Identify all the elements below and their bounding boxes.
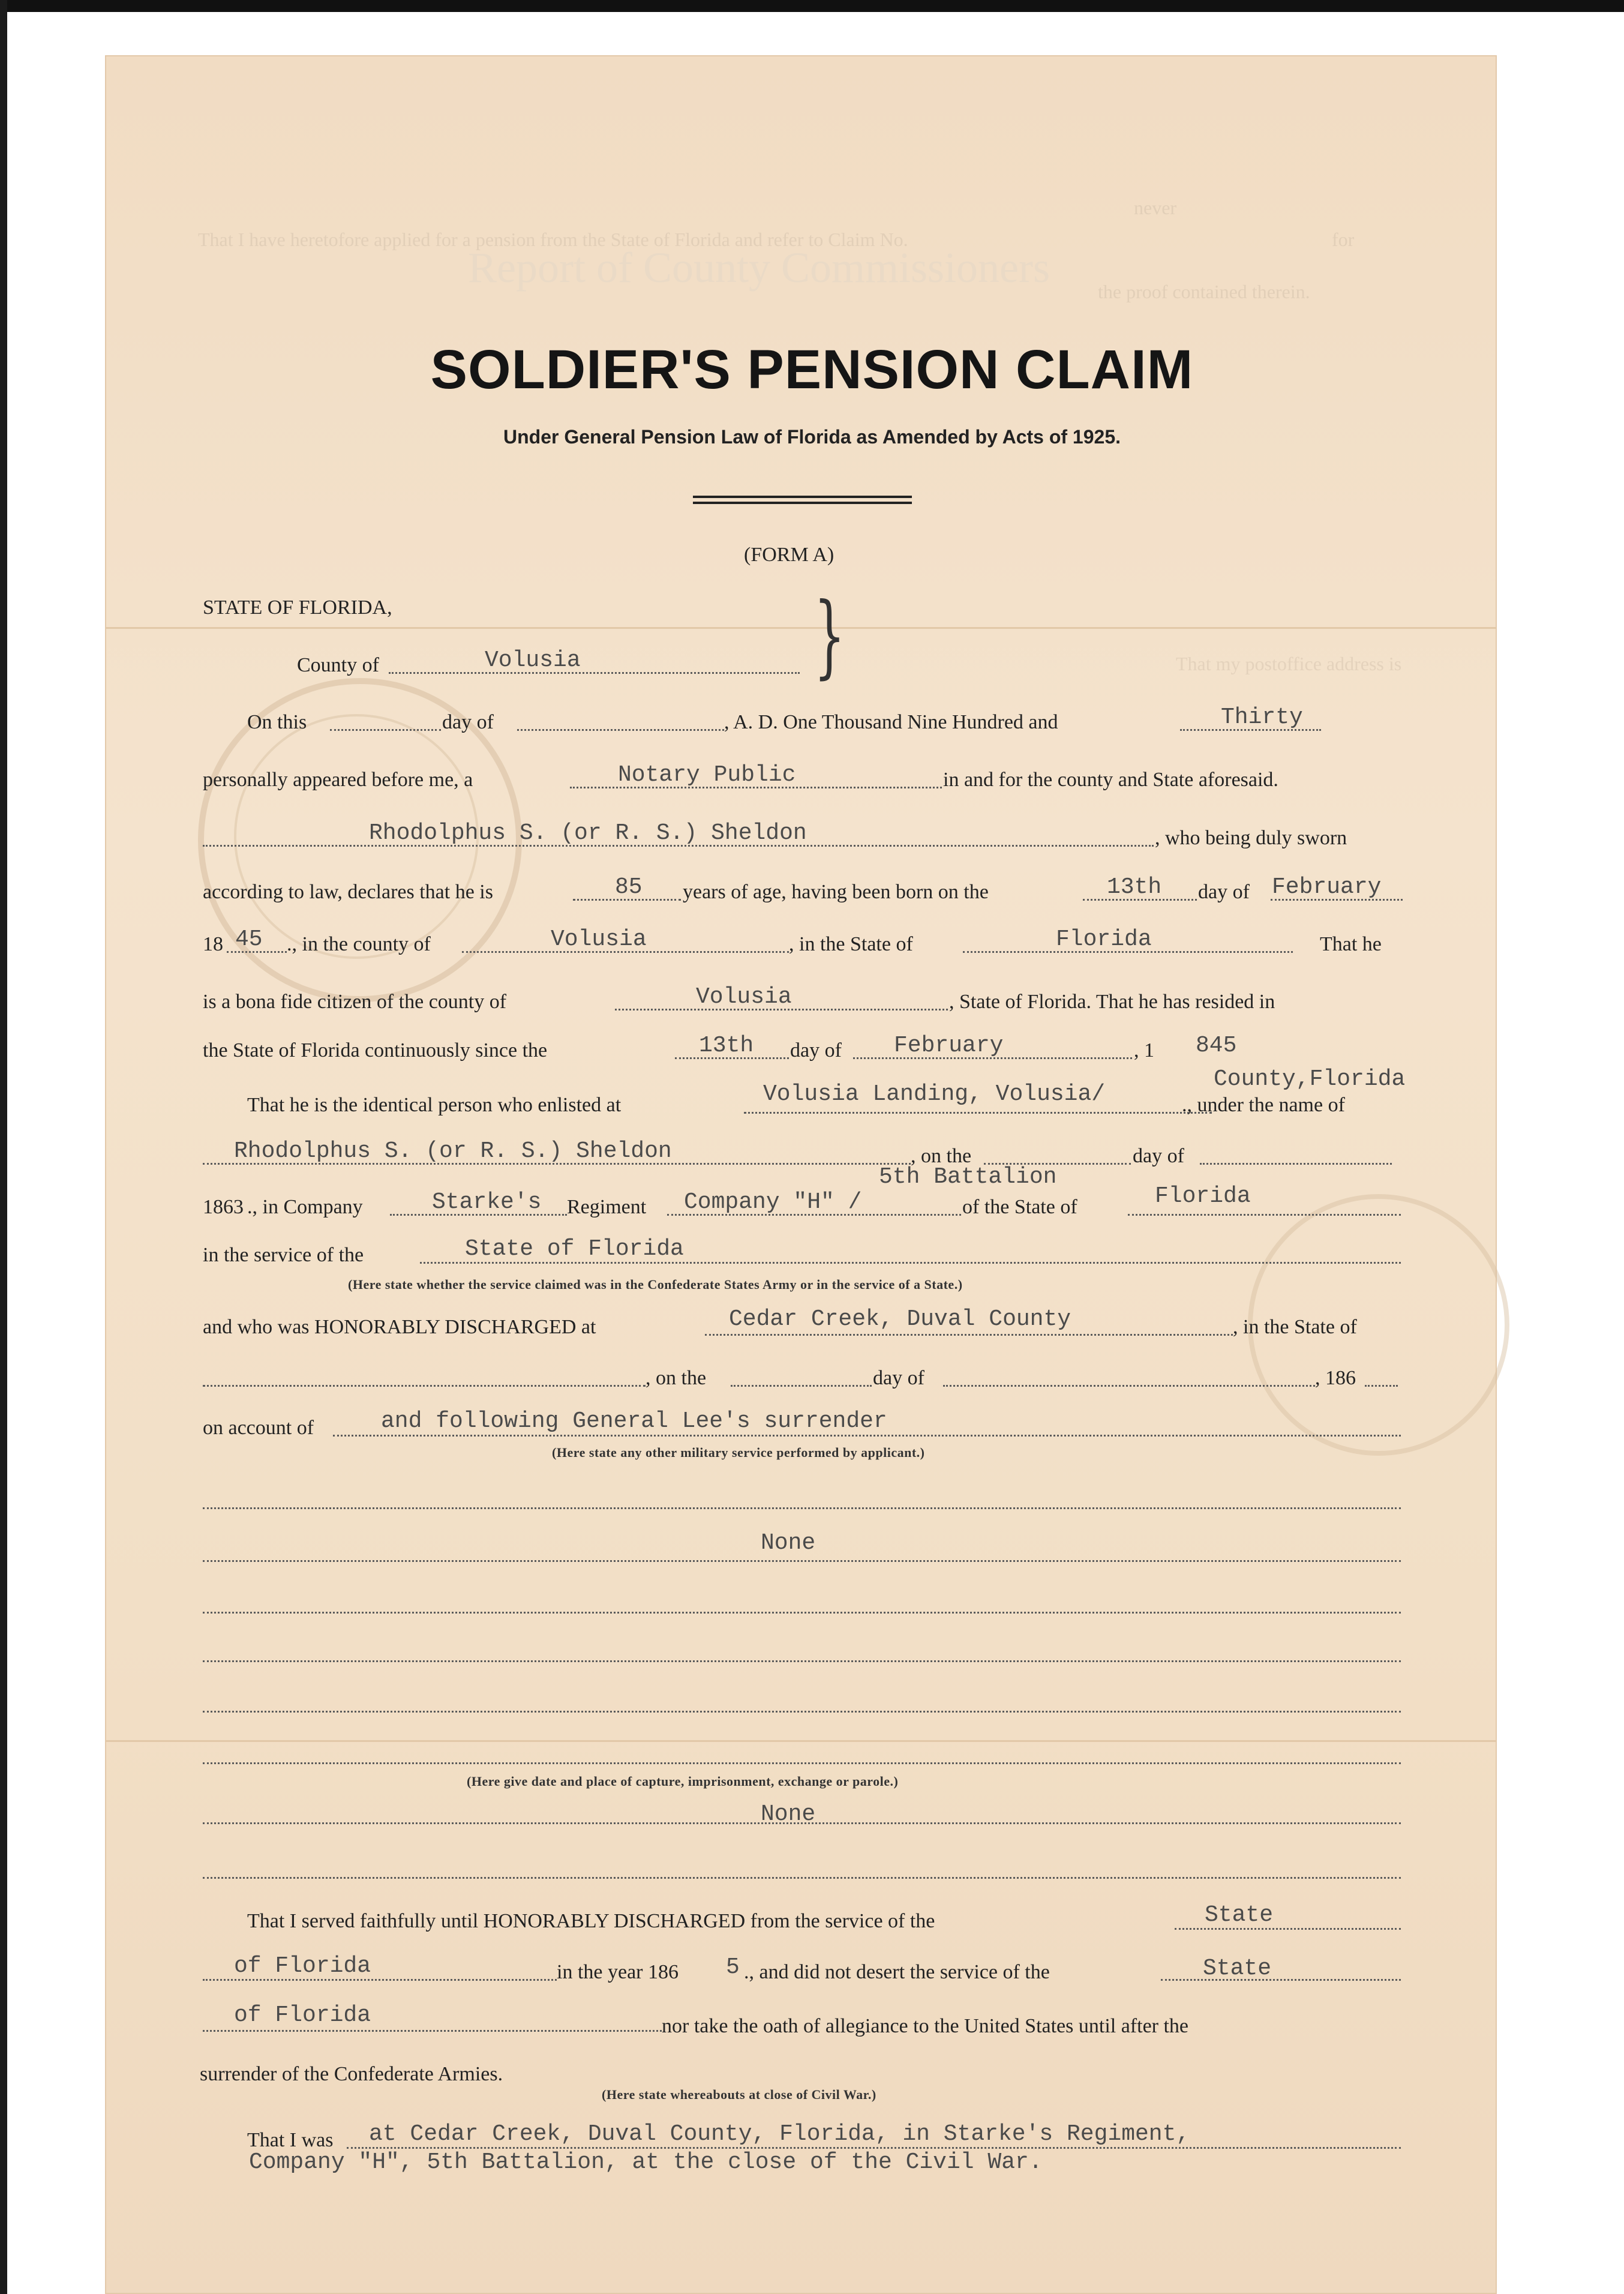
year-digit-field: 5 (726, 1954, 740, 1980)
account-field: and following General Lee's surrender (381, 1408, 887, 1434)
age-text-1: according to law, declares that he is (203, 881, 493, 903)
birth-state-field: Florida (1056, 926, 1152, 952)
whereabouts-field-1: at Cedar Creek, Duval County, Florida, in Starke's Regiment, (369, 2121, 1190, 2147)
whereabouts-note: (Here state whereabouts at close of Civil War.) (602, 2087, 876, 2102)
served-field-line (1175, 1928, 1401, 1930)
sworn-text: , who being duly sworn (1155, 827, 1347, 849)
scan-border-top (0, 0, 1624, 12)
discharge-day-field-line (731, 1385, 872, 1387)
age-field: 85 (615, 874, 643, 900)
enlist-month-field-line (1200, 1163, 1392, 1165)
state-label: STATE OF FLORIDA, (203, 596, 392, 619)
in-the-year-text: in the year 186 (557, 1961, 679, 1983)
capture-field: None (761, 1801, 816, 1827)
surrender-text: surrender of the Confederate Armies. (200, 2063, 503, 2085)
not-desert-text: ., and did not desert the service of the (744, 1961, 1050, 1983)
bleed-through-mark: never (1134, 197, 1177, 218)
other-service-field: None (761, 1530, 816, 1556)
served-field-2: of Florida (234, 1953, 371, 1979)
served-field-1: State (1205, 1902, 1274, 1928)
whereabouts-field-line (347, 2147, 1401, 2149)
service-note: (Here state whether the service claimed was in the Confederate States Army or in the service of a State.) (348, 1277, 963, 1292)
service-field: State of Florida (465, 1236, 684, 1262)
resided-year-prefix: , 1 (1134, 1039, 1154, 1061)
whereabouts-field-2: Company "H", 5th Battalion, at the close of the Civil War. (249, 2149, 1043, 2175)
birth-county-field: Volusia (551, 926, 647, 952)
on-this-text: On this (247, 711, 307, 733)
bleed-through-line-end: for (1332, 229, 1355, 250)
desert-field-1: State (1203, 1956, 1272, 1981)
resided-day-of-text: day of (790, 1039, 842, 1061)
on-account-of-text: on account of (203, 1417, 314, 1439)
discharged-text: and who was HONORABLY DISCHARGED at (203, 1316, 596, 1338)
resided-year-field: 845 (1196, 1033, 1237, 1058)
day-of-2-text: day of (873, 1367, 924, 1389)
ad-text: , A. D. One Thousand Nine Hundred and (724, 711, 1058, 733)
appeared-text: personally appeared before me, a (203, 769, 473, 791)
other-service-line (203, 1711, 1401, 1713)
in-state-of-text: , in the State of (789, 933, 913, 955)
in-service-of-text: in the service of the (203, 1244, 364, 1266)
enlist-name-field: Rhodolphus S. (or R. S.) Sheldon (234, 1138, 672, 1164)
on-the-2-text: , on the (646, 1367, 707, 1389)
birth-day-field: 13th (1107, 874, 1162, 900)
oath-text: nor take the oath of allegiance to the United States until after the (662, 2015, 1189, 2037)
citizen-county-field: Volusia (696, 984, 792, 1010)
desert-field-line (1161, 1979, 1401, 1981)
capture-note: (Here give date and place of capture, imprisonment, exchange or parole.) (467, 1774, 899, 1789)
state-of-florida-text: , State of Florida. That he has resided in (949, 991, 1275, 1013)
identical-text: That he is the identical person who enlisted at (247, 1094, 622, 1116)
other-service-note: (Here state any other military service performed by applicant.) (552, 1445, 925, 1460)
capture-line (203, 1877, 1401, 1879)
title-rule-bottom (693, 502, 912, 504)
citizen-text: is a bona fide citizen of the county of (203, 991, 507, 1013)
regiment-field: Company "H" / (684, 1189, 862, 1215)
desert-field-2: of Florida (234, 2002, 371, 2028)
enlist-state-field-line (1128, 1214, 1401, 1216)
desert-field-line-2 (203, 2030, 662, 2032)
year-186-text: , 186 (1315, 1367, 1356, 1389)
birth-year-field: 45 (235, 926, 263, 952)
service-field-line (420, 1262, 1401, 1264)
discharge-year-field-line (1365, 1385, 1398, 1387)
other-service-line (203, 1560, 1401, 1562)
discharge-place-field-line (705, 1334, 1233, 1336)
of-state-of-text: of the State of (962, 1196, 1077, 1218)
in-county-of-text: ., in the county of (287, 933, 431, 955)
other-service-line (203, 1762, 1401, 1764)
other-service-line (203, 1612, 1401, 1614)
paper-fold-line (105, 1740, 1497, 1742)
enlist-place-continued-field: County,Florida (1214, 1066, 1406, 1092)
in-state-of-2-text: , in the State of (1233, 1316, 1357, 1338)
in-company-text: ., in Company (247, 1196, 363, 1218)
claimant-name-field: Rhodolphus S. (or R. S.) Sheldon (369, 820, 807, 846)
year-field: Thirty (1221, 704, 1303, 730)
served-text: That I served faithfully until HONORABLY DISCHARGED from the service of the (247, 1910, 935, 1932)
form-label: (FORM A) (744, 544, 834, 566)
discharge-place-field: Cedar Creek, Duval County (729, 1306, 1071, 1332)
day-of-text: day of (442, 711, 494, 733)
paper-fold-line (105, 627, 1497, 629)
birth-year-prefix: 18 (203, 933, 223, 955)
that-he-text: That he (1320, 933, 1382, 955)
regiment-label: Regiment (567, 1196, 647, 1218)
under-name-text: ., under the name of (1182, 1094, 1345, 1116)
enlist-day-of-text: day of (1133, 1145, 1184, 1167)
bleed-through-line: That my postoffice address is (1176, 653, 1402, 674)
county-field: Volusia (485, 647, 581, 673)
bleed-through-heading: Report of County Commissioners (468, 244, 1050, 292)
account-field-line (333, 1435, 1401, 1437)
brace-icon: } (813, 584, 845, 688)
county-label: County of (297, 654, 379, 676)
enlist-state-field: Florida (1155, 1183, 1251, 1209)
bleed-through-line: That I have heretofore applied for a pension from the State of Florida and refer to Claim No. (198, 229, 908, 250)
age-text-2: years of age, having been born on the (683, 881, 989, 903)
served-field-line-2 (203, 1979, 557, 1981)
discharge-month-field-line (943, 1385, 1315, 1387)
resided-text: the State of Florida continuously since the (203, 1039, 548, 1061)
birth-month-field: February (1272, 874, 1382, 900)
enlist-place-field-line (744, 1112, 1212, 1114)
in-and-for-text: in and for the county and State aforesaid. (943, 769, 1278, 791)
resided-month-field: February (894, 1033, 1004, 1058)
battalion-field: 5th Battalion (879, 1164, 1057, 1190)
discharge-state-field-line (203, 1385, 646, 1387)
title-rule-top (693, 496, 912, 498)
enlist-year-text: 1863 (203, 1196, 244, 1218)
day-field-line (330, 729, 441, 731)
form-title: SOLDIER'S PENSION CLAIM (430, 339, 1194, 400)
that-i-was-text: That I was (247, 2129, 334, 2151)
form-subtitle: Under General Pension Law of Florida as Amended by Acts of 1925. (503, 426, 1121, 448)
other-service-line (203, 1660, 1401, 1662)
bleed-through-line: the proof contained therein. (1098, 281, 1310, 302)
month-field-line (517, 729, 724, 731)
enlist-place-field: Volusia Landing, Volusia/ (763, 1081, 1106, 1107)
company-field: Starke's (432, 1189, 542, 1215)
birth-day-of-text: day of (1198, 881, 1250, 903)
resided-day-field: 13th (699, 1033, 754, 1058)
official-field: Notary Public (618, 762, 796, 788)
county-field-line (389, 672, 800, 674)
on-the-text: , on the (911, 1145, 972, 1167)
other-service-line (203, 1507, 1401, 1509)
